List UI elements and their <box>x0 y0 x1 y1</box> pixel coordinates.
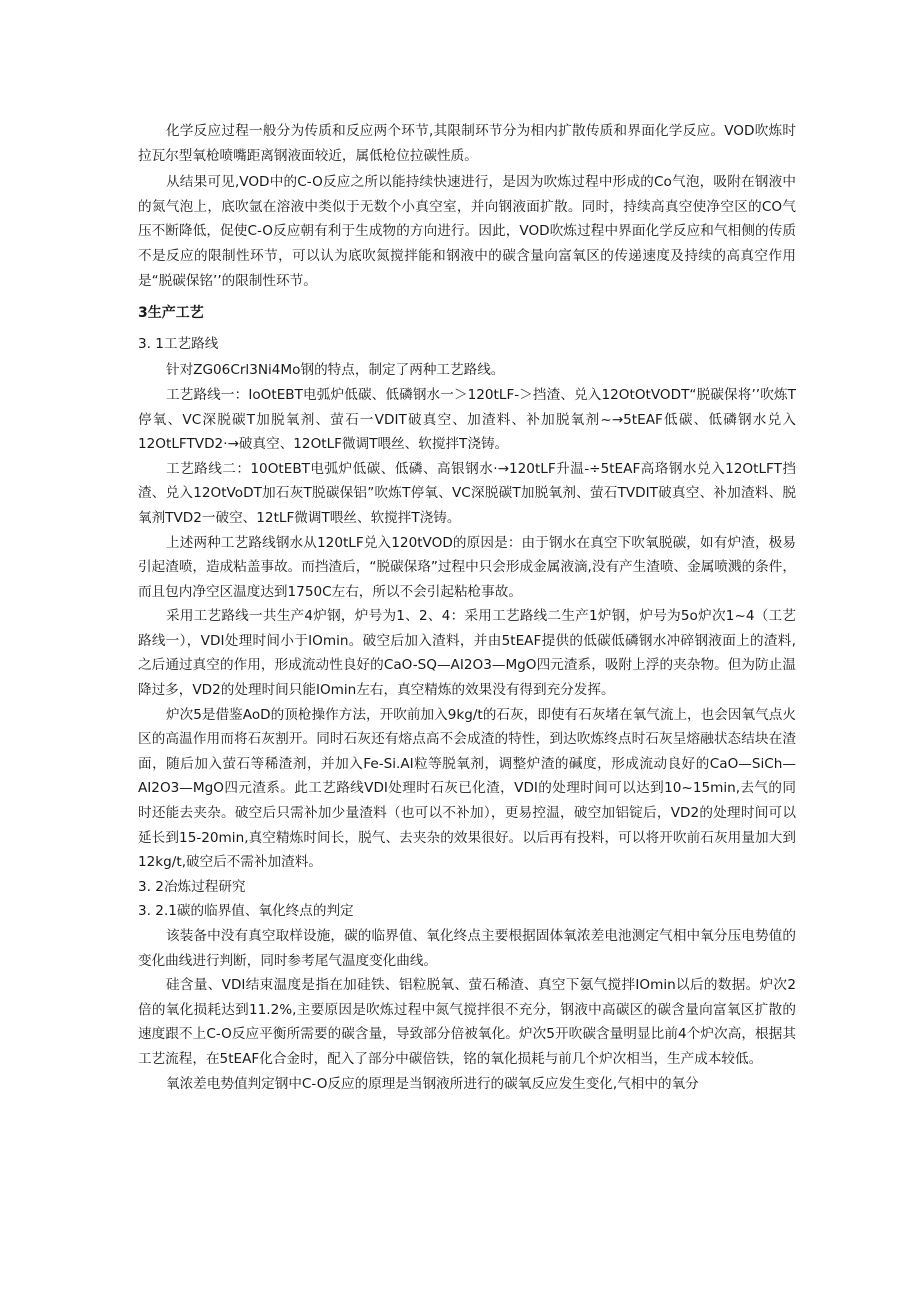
subsection-heading: 3. 1工艺路线 <box>138 335 219 352</box>
paragraph: 工艺路线二：10OtEBT电弧炉低碳、低磷、高银钢水·→120tLF升温-÷5tEAF高珞钢水兑入12OtLFT挡渣、兑入12OtVoDT加石灰T脱碳保铝”吹炼T停氧、VC深脱碳T加脱氧剂、萤石TVDIT破真空、补加渣料、脱氧剂TVD2一破空、12tLF微调T喂丝、软搅拌T浇铸。 <box>138 460 796 526</box>
paragraph: 炉次5是借鉴AoD的顶枪操作方法，开吹前加入9kg/t的石灰，即使有石灰堵在氧气流上，也会因氧气点火区的高温作用而将石灰割开。同时石灰还有熔点高不会成渣的特性，到达吹炼终点时石灰呈熔融状态结块在渣面，随后加入萤石等稀渣剂，并加入Fe-Si.AI粒等脱氧剂，调整炉渣的碱度，形成流动良好的CaO—SiCh—AI2O3—MgO四元渣系。此工艺路线VDI处理时石灰已化渣，VDI的处理时间可以达到10~15min,去气的同时还能去夹杂。破空后只需补加少量渣料（也可以不补加），更易控温，破空加铝锭后，VD2的处理时间可以延长到15-20min,真空精炼时间长，脱气、去夹杂的效果很好。以后再有投料，可以将开吹前石灰用量加大到12kg∕t,破空后不需补加渣料。 <box>138 706 796 871</box>
paragraph: 该装备中没有真空取样设施，碳的临界值、氧化终点主要根据固体氧浓差电池测定气相中氧分压电势值的变化曲线进行判断，同时参考尾气温度变化曲线。 <box>138 928 796 969</box>
paragraph: 从结果可见,VOD中的C-O反应之所以能持续快速进行，是因为吹炼过程中形成的Co气泡，吸附在钢液中的氮气泡上，底吹氩在溶液中类似于无数个小真空室，并向钢液面扩散。同时，持续高真空使净空区的CO气压不断降低，促使C-O反应朝有利于生成物的方向进行。因此，VOD吹炼过程中界面化学反应和气相侧的传质不是反应的限制性环节，可以认为底吹氮搅拌能和钢液中的碳含量向富氧区的传递速度及持续的高真空作用是“脱碳保铭’’的限制性环节。 <box>138 174 796 289</box>
section-heading: 3生产工艺 <box>138 305 204 322</box>
subsection-heading: 3. 2冶炼过程研究 <box>138 878 246 895</box>
paragraph: 氧浓差电势值判定钢中C-O反应的原理是当钢液所进行的碳氧反应发生变化,气相中的氧分 <box>166 1075 699 1092</box>
paragraph: 工艺路线一：IoOtEBT电弧炉低碳、低磷钢水一＞120tLF-＞挡渣、兑入12OtOtVODT“脱碳保将’’吹炼T停氧、VC深脱碳T加脱氧剂、萤石一VDIT破真空、加渣料、补加脱氧剂~→5tEAF低碳、低磷钢水兑入12OtLFTVD2·→破真空、12OtLF微调T喂丝、软搅拌T浇铸。 <box>138 386 796 453</box>
paragraph: 硅含量、VDI结束温度是指在加硅铁、铝粒脱氧、萤石稀渣、真空下氨气搅拌IOmin以后的数据。炉次2倍的氧化损耗达到11.2%,主要原因是吹炼过程中氮气搅拌很不充分，钢液中高碳区的碳含量向富氧区扩散的速度跟不上C-O反应平衡所需要的碳含量，导致部分倍被氧化。炉次5开吹碳含量明显比前4个炉次高，根据其工艺流程，在5tEAF化合金时，配入了部分中碳倍铁，铭的氧化损耗与前几个炉次相当，生产成本较低。 <box>138 977 796 1067</box>
subsubsection-heading: 3. 2.1碳的临界值、氧化终点的判定 <box>138 903 354 920</box>
paragraph: 上述两种工艺路线钢水从120tLF兑入120tVOD的原因是：由于钢水在真空下吹氧脱碳，如有炉渣，极易引起渣喷，造成粘盖事故。而挡渣后，“脱碳保珞”过程中只会形成金属液滴,没有产生渣喷、金属喷溅的条件，而且包内净空区温度达到1750C左右，所以不会引起粘枪事故。 <box>138 534 796 600</box>
paragraph: 化学反应过程一般分为传质和反应两个环节,其限制环节分为相内扩散传质和界面化学反应。VOD吹炼时拉瓦尔型氧枪喷嘴距离钢液面较近，属低枪位拉碳性质。 <box>138 123 796 164</box>
paragraph: 针对ZG06Crl3Ni4Mo钢的特点，制定了两种工艺路线。 <box>166 362 505 379</box>
document-page <box>138 119 796 1096</box>
paragraph: 采用工艺路线一共生产4炉钢，炉号为1、2、4：采用工艺路线二生产1炉钢，炉号为5o炉次1~4（工艺路线一），VDI处理时间小于IOmin。破空后加入渣料，并由5tEAF提供的低碳低磷钢水冲碎钢液面上的渣料,之后通过真空的作用，形成流动性良好的CaO-SQ—AI2O3—MgO四元渣系，吸附上浮的夹杂物。但为防止温降过多，VD2的处理时间只能IOmin左右，真空精炼的效果没有得到充分发挥。 <box>138 608 796 699</box>
